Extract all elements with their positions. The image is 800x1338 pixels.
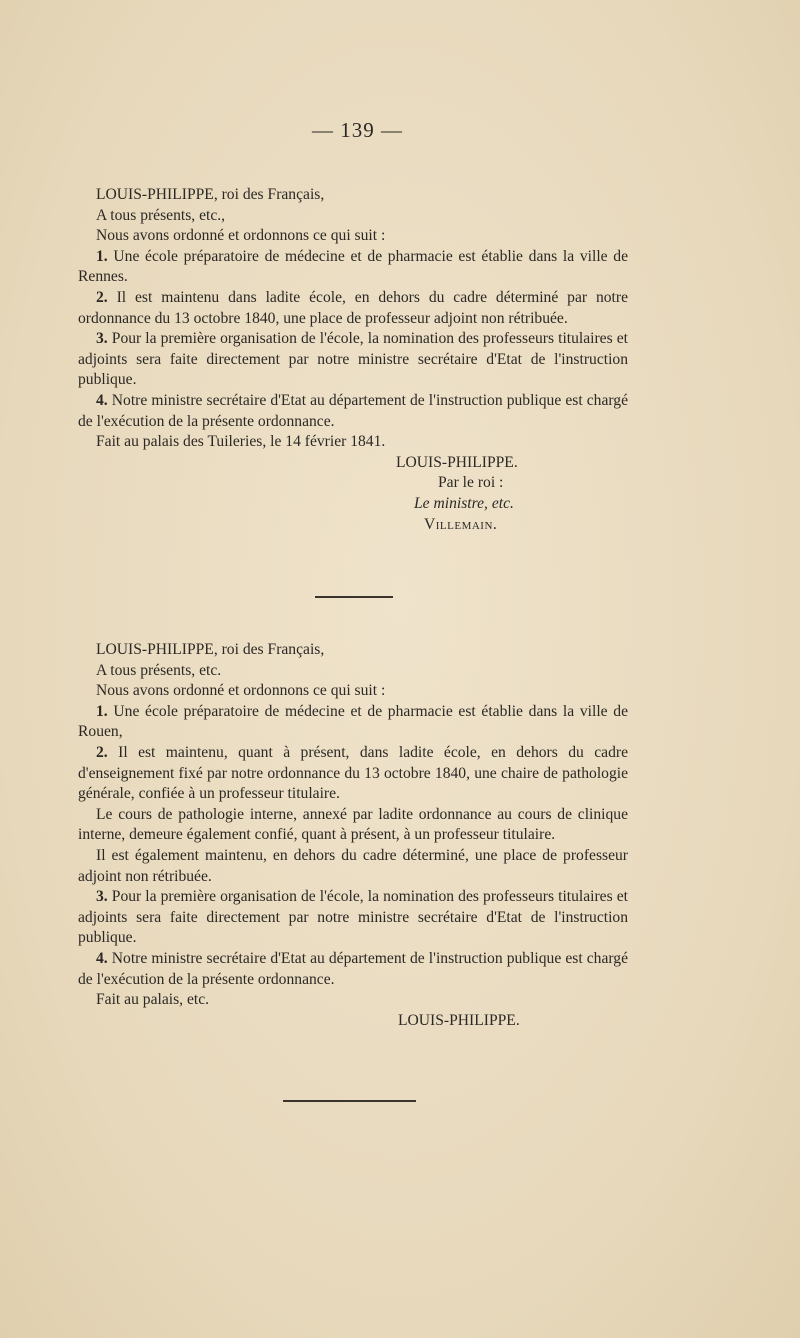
signature: LOUIS-PHILIPPE. [396,453,518,471]
closing-line: Fait au palais, etc. [96,991,210,1009]
article-3: 3. Pour la première organisation de l'école, la nomination des professeurs titulaires et adjoints sera faite directement par notre ministre secrétaire d'Etat de l'instruction publique. [78,330,628,389]
article-2: 2. Il est maintenu, quant à présent, dans ladite école, en dehors du cadre d'enseignement fixé par notre ordonnance du 13 octobre 1840, une chaire de pathologie générale, confiée à un professeur titulaire. [78,743,628,803]
le-ministre: Le ministre, etc. [414,494,514,512]
address-line: A tous présents, etc., [96,206,226,224]
first-ordinance [78,185,628,535]
end-rule [283,1100,416,1102]
par-le-roi: Par le roi : [438,474,504,492]
heading-line: LOUIS-PHILIPPE, roi des Français, [96,186,325,203]
article-2: 2. Il est maintenu dans ladite école, en dehors du cadre déterminé par notre ordonnance du 13 octobre 1840, une place de professeur adjoint non rétribuée. [78,288,628,327]
signature: LOUIS-PHILIPPE. [398,1011,520,1029]
closing-line: Fait au palais des Tuileries, le 14 février 1841. [96,433,386,451]
article-1: 1. Une école préparatoire de médecine et de pharmacie est établie dans la ville de Rouen, [78,702,628,741]
page-number: — 139 — [312,118,403,142]
heading-line: LOUIS-PHILIPPE, roi des Français, [96,641,325,658]
separator-rule [315,596,393,598]
article-4: 4. Notre ministre secrétaire d'Etat au département de l'instruction publique est chargé de l'exécution de la présente ordonnance. [78,391,628,430]
article-3: 3. Pour la première organisation de l'école, la nomination des professeurs titulaires et adjoints sera faite directement par notre ministre secrétaire d'Etat de l'instruction publique. [78,888,628,947]
second-ordinance [78,640,628,1031]
decree-line: Nous avons ordonné et ordonnons ce qui suit : [96,682,386,700]
address-line: A tous présents, etc. [96,661,222,679]
paragraph-b: Il est également maintenu, en dehors du cadre déterminé, une place de professeur adjoint non rétribuée. [78,846,628,885]
minister-name: Villemain. [424,515,498,533]
decree-line: Nous avons ordonné et ordonnons ce qui suit : [96,227,386,245]
article-1: 1. Une école préparatoire de médecine et de pharmacie est établie dans la ville de Rennes. [78,247,628,286]
article-4: 4. Notre ministre secrétaire d'Etat au département de l'instruction publique est chargé de l'exécution de la présente ordonnance. [78,949,628,988]
paragraph-a: Le cours de pathologie interne, annexé par ladite ordonnance au cours de clinique interne, demeure également confié, quant à présent, à un professeur titulaire. [78,805,628,844]
